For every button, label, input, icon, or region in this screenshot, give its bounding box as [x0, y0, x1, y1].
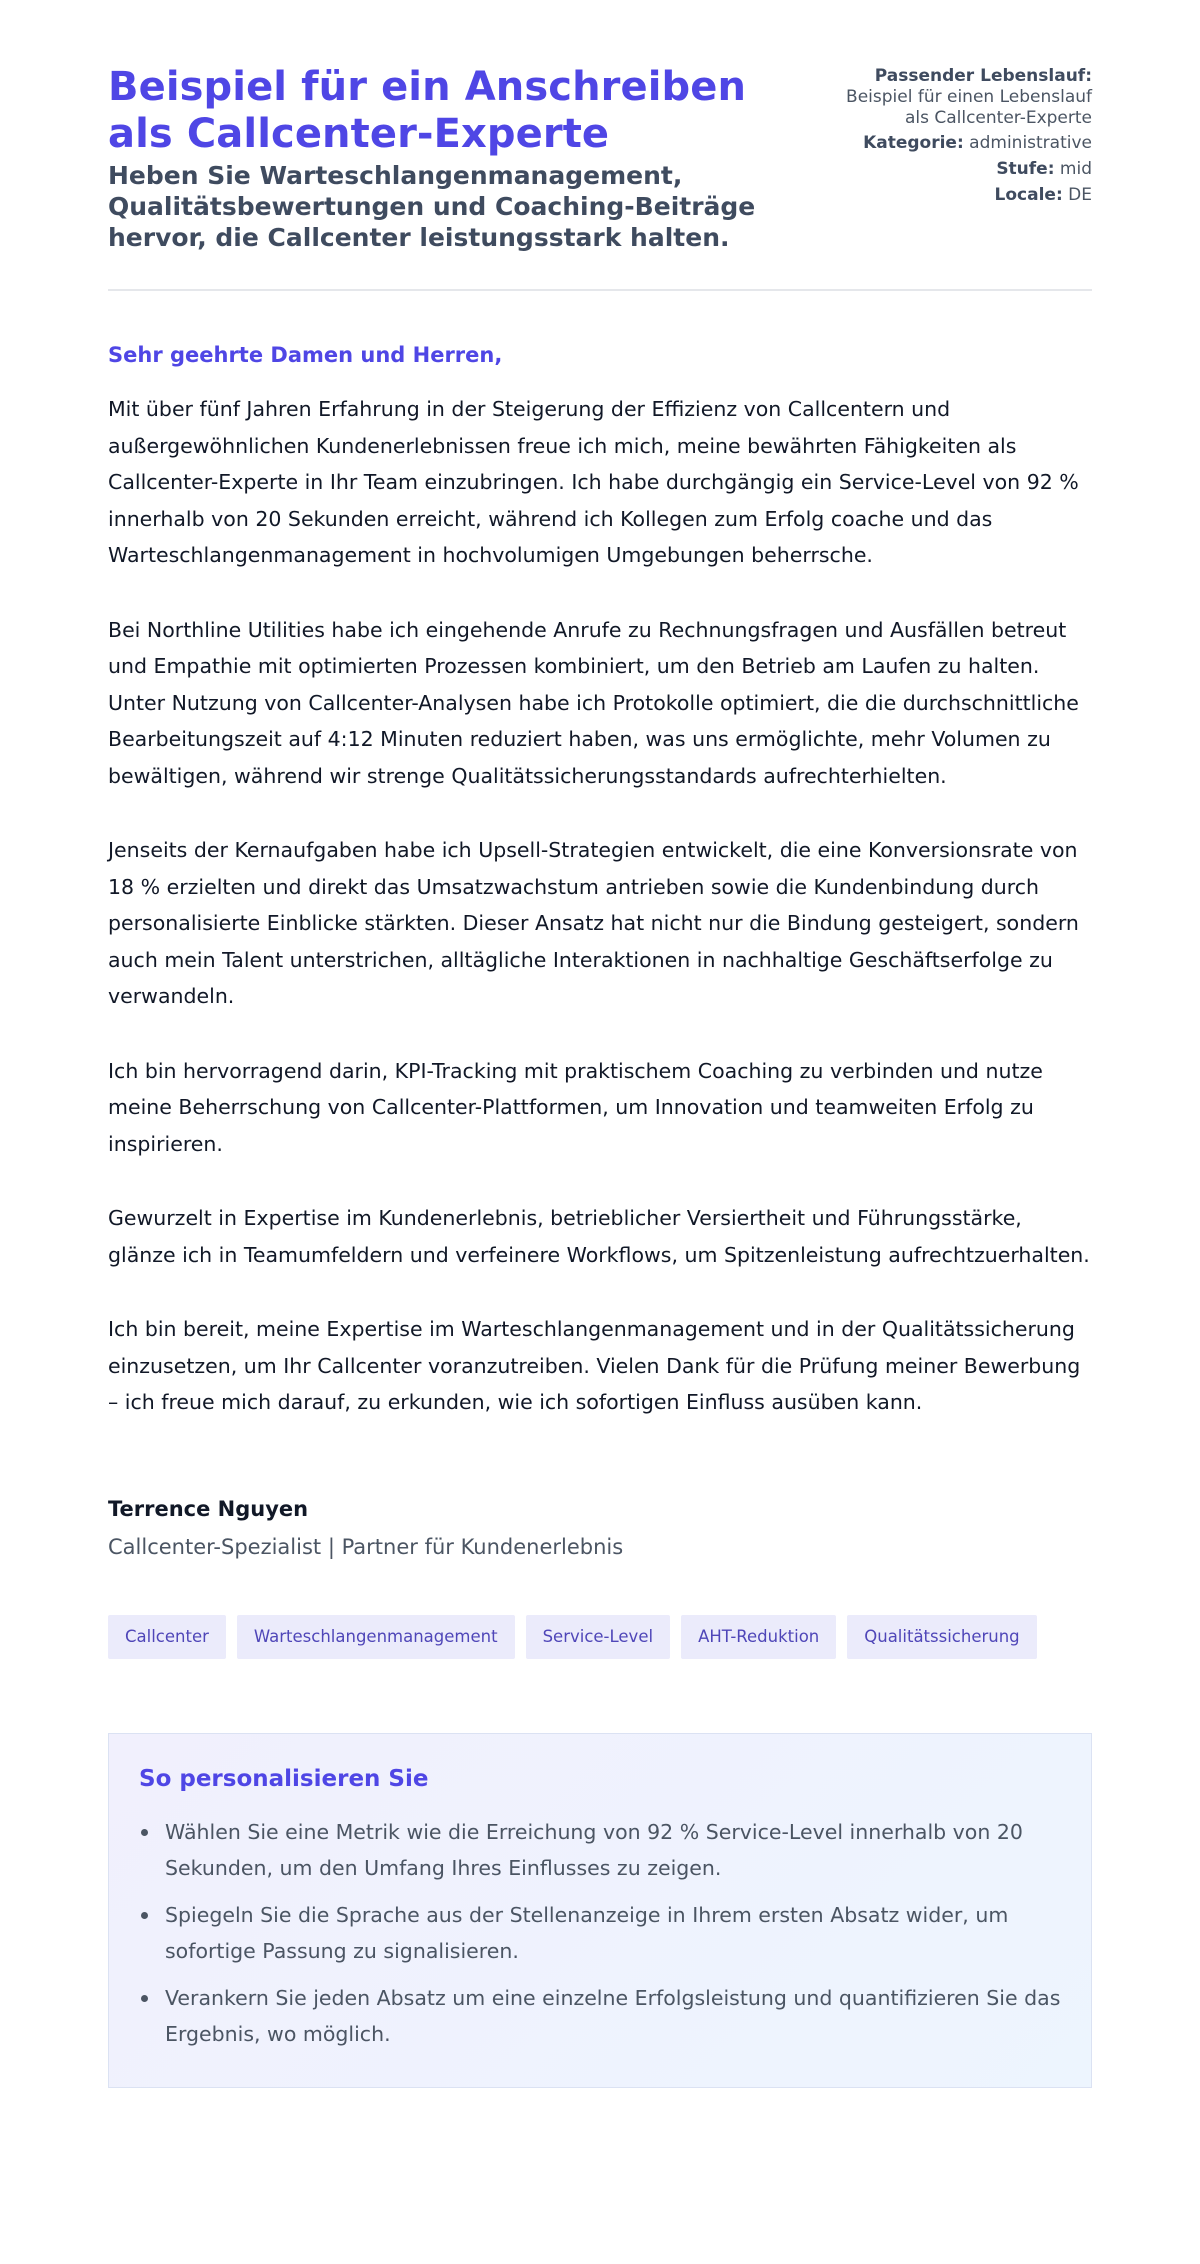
- meta-matching-resume: [824, 66, 1092, 129]
- meta-resume-value: Beispiel für einen Lebenslauf als Callcenter-Experte: [846, 87, 1092, 128]
- paragraph-3: Jenseits der Kernaufgaben habe ich Upsell-Strategien entwickelt, die eine Konversionsrate von 18 % erzielten und direkt das Umsatzwachstum antrieben sowie die Kundenbindung durch personalisierte Einblicke stärkten. Dieser Ansatz hat nicht nur die Bindung gesteigert, sondern auch mein Talent unterstrichen, alltägliche Interaktionen in nachhaltige Geschäftserfolge zu verwandeln.: [108, 838, 1079, 1008]
- meta-info: [824, 64, 1092, 211]
- signature-title: Callcenter-Spezialist | Partner für Kundenerlebnis: [108, 1534, 624, 1559]
- tip-item: [139, 1814, 1061, 1887]
- meta-locale: [824, 185, 1092, 206]
- bullet-icon: [141, 1912, 148, 1919]
- paragraph-1: Mit über fünf Jahren Erfahrung in der Steigerung der Effizienz von Callcentern und außergewöhnlichen Kundenerlebnissen freue ich mich, meine bewährten Fähigkeiten als Callcenter-Experte in Ihr Team einzubringen. Ich habe durchgängig ein Service-Level von 92 % innerhalb von 20 Sekunden erreicht, während ich Kollegen zum Erfolg coache und das Warteschlangenmanagement in hochvolumigen Umgebungen beherrsche.: [108, 397, 1079, 567]
- tip-item: [139, 1897, 1061, 1970]
- meta-category: [824, 133, 1092, 154]
- tips-list: [139, 1814, 1061, 2053]
- meta-resume-label: Passender Lebenslauf:: [874, 66, 1092, 86]
- tag-quality-assurance: Qualitätssicherung: [847, 1615, 1036, 1659]
- paragraph-2: Bei Northline Utilities habe ich eingehende Anrufe zu Rechnungsfragen und Ausfällen betreut und Empathie mit optimierten Prozessen kombiniert, um den Betrieb am Laufen zu halten. Unter Nutzung von Callcenter-Analysen habe ich Protokolle optimiert, die die durchschnittliche Bearbeitungszeit auf 4:12 Minuten reduziert haben, was uns ermöglichte, mehr Volumen zu bewältigen, während wir strenge Qualitätssicherungsstandards aufrechterhielten.: [108, 617, 1079, 788]
- tip-text: Wählen Sie eine Metrik wie die Erreichung von 92 % Service-Level innerhalb von 20 Sekunden, um den Umfang Ihres Einflusses zu zeigen.: [165, 1819, 1023, 1880]
- tag-service-level: Service-Level: [526, 1615, 671, 1659]
- tag-queue-management: Warteschlangenmanagement: [237, 1615, 515, 1659]
- letter-body: [108, 341, 1092, 1421]
- page-title: Beispiel für ein Anschreiben als Callcenter-Experte: [108, 64, 747, 157]
- paragraph-4: Ich bin hervorragend darin, KPI-Tracking mit praktischem Coaching zu verbinden und nutze meine Beherrschung von Callcenter-Plattformen, um Innovation und teamweiten Erfolg zu inspirieren.: [108, 1058, 1043, 1156]
- meta-locale-value: DE: [1068, 185, 1092, 205]
- skill-tags: [108, 1615, 1092, 1659]
- meta-level-value: mid: [1059, 159, 1092, 179]
- meta-locale-label: Locale:: [994, 185, 1063, 205]
- bullet-icon: [141, 1829, 148, 1836]
- meta-category-value: administrative: [969, 133, 1092, 153]
- meta-category-label: Kategorie:: [863, 133, 964, 153]
- meta-level-label: Stufe:: [996, 159, 1055, 179]
- tag-callcenter: Callcenter: [108, 1615, 226, 1659]
- bullet-icon: [141, 1995, 148, 2002]
- personalization-tips: [108, 1733, 1092, 2088]
- page-subtitle: Heben Sie Warteschlangenmanagement, Qualitätsbewertungen und Coaching-Beiträge hervor, die Callcenter leistungsstark halten.: [108, 161, 756, 252]
- paragraph-6: Ich bin bereit, meine Expertise im Warteschlangenmanagement und in der Qualitätssicherung einzusetzen, um Ihr Callcenter voranzutreiben. Vielen Dank für die Prüfung meiner Bewerbung – ich freue mich darauf, zu erkunden, wie ich sofortigen Einfluss ausüben kann.: [108, 1317, 1081, 1414]
- tag-aht-reduction: AHT-Reduktion: [681, 1615, 836, 1659]
- paragraph-5: Gewurzelt in Expertise im Kundenerlebnis, betrieblicher Versiertheit und Führungsstärke, glänze ich in Teamumfeldern und verfeinere Workflows, um Spitzenleistung aufrechtzuerhalten.: [108, 1206, 1090, 1267]
- greeting: Sehr geehrte Damen und Herren,: [108, 343, 503, 367]
- header-titles: [108, 64, 824, 253]
- tip-item: [139, 1980, 1061, 2053]
- tip-text: Verankern Sie jeden Absatz um eine einzelne Erfolgsleistung und quantifizieren Sie das Ergebnis, wo möglich.: [165, 1985, 1061, 2046]
- letter-paragraphs: [108, 391, 1092, 1421]
- meta-level: [824, 159, 1092, 180]
- signature-name: Terrence Nguyen: [108, 1496, 309, 1521]
- signature-block: [108, 1495, 1092, 1561]
- page-header: [108, 64, 1092, 291]
- tips-title: So personalisieren Sie: [139, 1765, 429, 1792]
- tip-text: Spiegeln Sie die Sprache aus der Stellenanzeige in Ihrem ersten Absatz wider, um sofortige Passung zu signalisieren.: [165, 1902, 1009, 1963]
